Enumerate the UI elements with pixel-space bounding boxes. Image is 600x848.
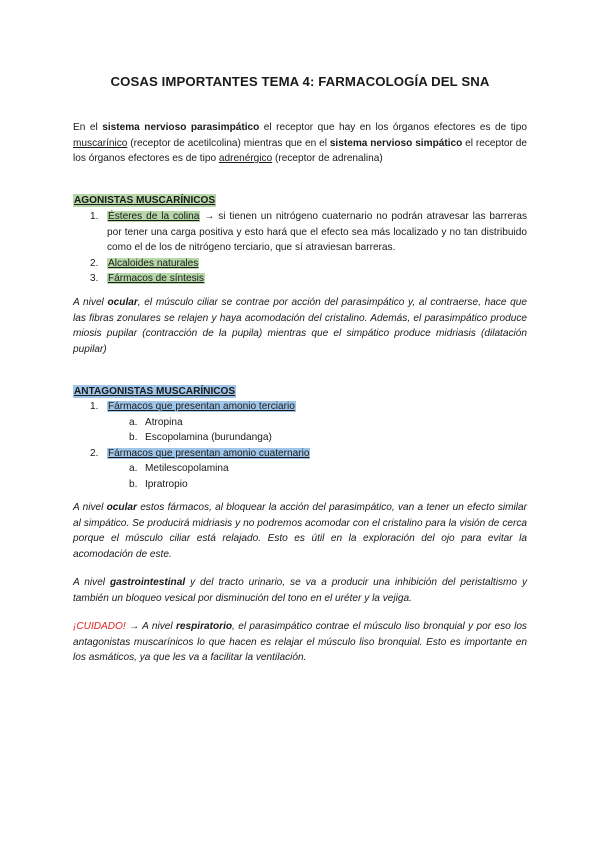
intro-paragraph	[73, 120, 527, 167]
intro-text: En el	[73, 122, 103, 133]
sub-list-item	[73, 430, 527, 446]
paragraph-text: y del tracto urinario, se va a producir una inhibición del peristaltismo y también un bloqueo vesical por disminución del tono en el uréter y la vejiga.	[73, 577, 527, 604]
warning-label: ¡CUIDADO!	[73, 621, 126, 632]
list-item-label: Fármacos que presentan amonio terciario	[108, 401, 295, 412]
intro-text: el receptor que hay en los órganos efectores es de tipo	[259, 122, 528, 133]
paragraph-bold: gastrointestinal	[109, 577, 186, 588]
intro-underline-muscarinico: muscarínico	[73, 137, 128, 149]
sub-list-text: Atropina	[145, 416, 183, 428]
agonistas-heading: AGONISTAS MUSCARÍNICOS	[74, 195, 216, 206]
list-item-text: → si tienen un nitrógeno cuaternario no podrán atravesar las barreras por tener una carga positiva y esto hará que el efecto sea más localizado y no tan distribuido como el de los de nitrógeno terciario, que sí atraviesan barreras.	[107, 211, 527, 254]
list-item	[73, 271, 527, 287]
intro-text: el receptor de los órganos efectores es de tipo	[73, 137, 527, 165]
antagonistas-list	[73, 399, 527, 493]
list-item	[73, 399, 527, 415]
sub-list-item	[73, 477, 527, 493]
list-number: 2.	[90, 447, 99, 459]
list-item	[73, 209, 527, 256]
intro-text: (receptor de adrenalina)	[272, 153, 383, 165]
list-item-label: Alcaloides naturales	[108, 257, 199, 269]
list-item-label: Fármacos de síntesis	[108, 273, 204, 285]
sub-list-text: Ipratropio	[145, 478, 188, 490]
paragraph-text: A nivel	[73, 577, 110, 588]
sub-list-letter: b.	[129, 478, 138, 490]
intro-bold-simpatico: sistema nervioso simpático	[329, 137, 463, 149]
paragraph-text: → A nivel	[125, 621, 176, 632]
list-item-label: Ésteres de la colina	[108, 211, 200, 222]
list-number: 1.	[90, 401, 99, 412]
sub-list-item	[73, 415, 527, 431]
list-item-label: Fármacos que presentan amonio cuaternario	[108, 447, 310, 459]
intro-text: (receptor de acetilcolina) mientras que en el	[127, 137, 330, 149]
paragraph-text: , el parasimpático contrae el músculo liso bronquial y por eso los antagonistas muscarínicos lo que hacen es relajar el músculo liso bronquial. Esto es importante en los asmáticos, ya que les va a facilitar la ventilación.	[73, 621, 527, 664]
antagonistas-heading: ANTAGONISTAS MUSCARÍNICOS	[74, 386, 236, 397]
intro-underline-adrenergico: adrenérgico	[218, 153, 273, 165]
sub-list-letter: b.	[129, 432, 138, 444]
agonistas-list	[73, 209, 527, 287]
intro-bold-parasimpatico: sistema nervioso parasimpático	[102, 122, 260, 133]
sub-list-text: Metilescopolamina	[145, 463, 229, 475]
sub-list-item	[73, 461, 527, 477]
ocular-paragraph-2	[73, 500, 527, 562]
list-number: 3.	[90, 273, 99, 285]
paragraph-text: , el músculo ciliar se contrae por acción del parasimpático y, al contraerse, hace que las fibras zonulares se relajen y haya acomodación del cristalino. Además, el parasimpático produce miosis pupilar (contracción de la pupila) mientras que el simpático produce midriasis (dilatación pupilar)	[73, 297, 527, 355]
paragraph-text: estos fármacos, al bloquear la acción del parasimpático, van a tener un efecto similar al simpático. Se producirá midriasis y no podremos acomodar con el cristalino para la visión de cerca porque el músculo ciliar está relajado. Esto es útil en la exploración del ojo para evitar la acomodación de este.	[73, 502, 527, 560]
list-item	[73, 446, 527, 462]
paragraph-bold: respiratorio	[175, 621, 233, 632]
sub-list-letter: a.	[129, 463, 138, 475]
gastrointestinal-paragraph	[73, 575, 527, 606]
ocular-paragraph-1	[73, 295, 527, 357]
paragraph-text: A nivel	[73, 502, 107, 513]
list-item	[73, 256, 527, 272]
sub-list-letter: a.	[129, 416, 138, 428]
sub-list-text: Escopolamina (burundanga)	[145, 432, 272, 444]
paragraph-text: A nivel	[73, 297, 108, 308]
cuidado-paragraph	[73, 619, 527, 666]
page-title: COSAS IMPORTANTES TEMA 4: FARMACOLOGÍA DEL SNA	[110, 74, 490, 89]
paragraph-bold: ocular	[107, 297, 138, 308]
paragraph-bold: ocular	[106, 502, 137, 513]
list-number: 1.	[90, 211, 99, 222]
list-number: 2.	[90, 257, 99, 269]
